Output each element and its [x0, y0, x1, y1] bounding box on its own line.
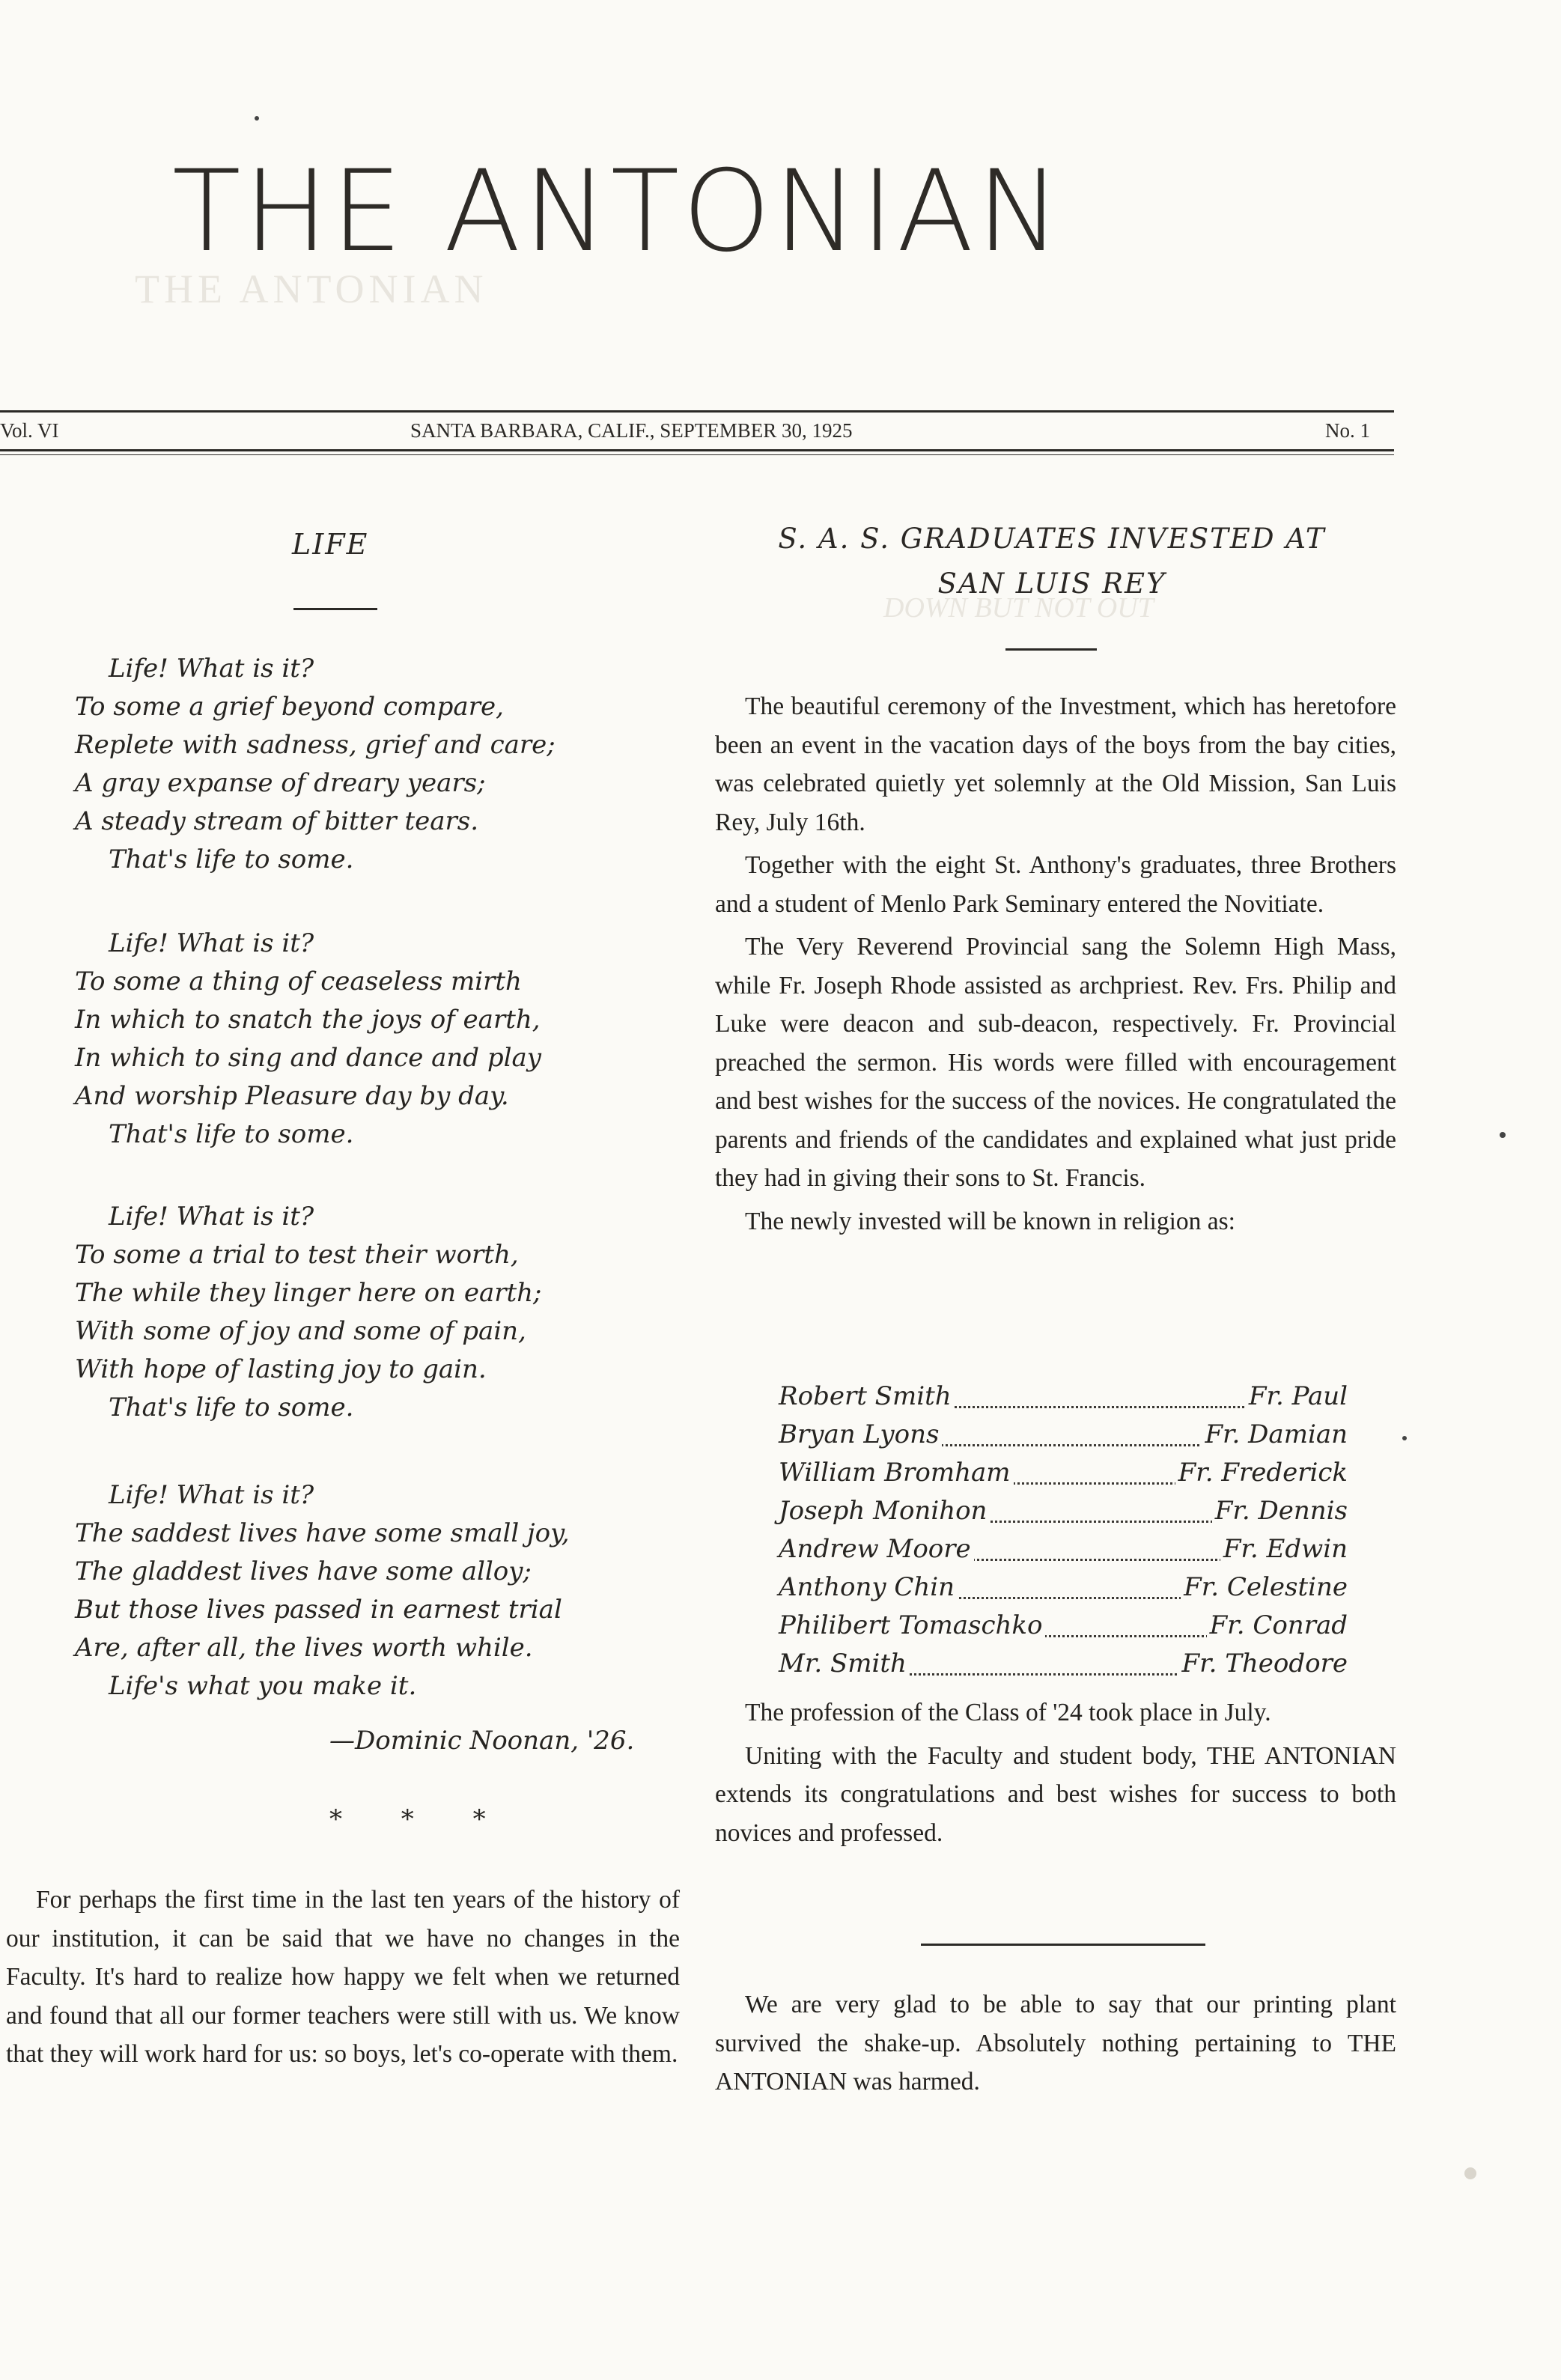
list-item [779, 1649, 1348, 1687]
poem-line: With hope of lasting joy to gain. [75, 1354, 487, 1384]
masthead-rule-top [0, 410, 1394, 413]
volume-label: Vol. VI [0, 419, 59, 442]
poem-line: Life! What is it? [109, 1480, 314, 1510]
article-title-rule [1005, 648, 1097, 651]
poem-line: In which to sing and dance and play [75, 1043, 541, 1073]
lay-name: Andrew Moore [779, 1534, 974, 1564]
poem-line: The while they linger here on earth; [75, 1278, 542, 1308]
list-item [779, 1496, 1348, 1534]
place-date: SANTA BARBARA, CALIF., SEPTEMBER 30, 1925 [410, 419, 853, 442]
poem-line: To some a grief beyond compare, [75, 692, 504, 722]
poem-stanza [75, 1476, 570, 1705]
poem-line: To some a trial to test their worth, [75, 1240, 519, 1270]
article-paragraph: Together with the eight St. Anthony's graduates, three Brothers and a student of Menlo Park Seminary entered the Novitiate. [715, 851, 1396, 918]
investiture-list [779, 1381, 1348, 1687]
poem-line: Life! What is it? [109, 928, 314, 958]
religious-name: Fr. Celestine [1181, 1572, 1348, 1602]
issue-line [0, 419, 1394, 446]
bleed-through-left: THE ANTONIAN [135, 267, 488, 311]
religious-name: Fr. Paul [1246, 1381, 1348, 1411]
religious-name: Fr. Frederick [1175, 1458, 1348, 1488]
bleed-through-right: DOWN BUT NOT OUT [883, 592, 1154, 624]
poem-line: And worship Pleasure day by day. [75, 1081, 509, 1111]
poem-line: That's life to some. [109, 1393, 354, 1422]
lay-name: Robert Smith [779, 1381, 955, 1411]
poem-line: To some a thing of ceaseless mirth [75, 967, 522, 996]
print-speck [1464, 2167, 1476, 2179]
article-paragraph: Uniting with the Faculty and student body, THE ANTONIAN extends its congratulations and best wishes for success to both novices and professed. [715, 1741, 1396, 1847]
list-item [779, 1419, 1348, 1458]
poem-line: Life's what you make it. [109, 1671, 417, 1701]
poem-line: Replete with sadness, grief and care; [75, 730, 556, 760]
print-speck [1402, 1436, 1407, 1440]
printing-note [715, 1985, 1396, 2101]
article-paragraph: The newly invested will be known in religion as: [745, 1207, 1235, 1235]
lay-name: Mr. Smith [779, 1649, 910, 1679]
poem-line: The gladdest lives have some alloy; [75, 1556, 532, 1586]
masthead-title: THE ANTONIAN [172, 147, 1064, 277]
lay-name: Anthony Chin [779, 1572, 958, 1602]
article-closing [715, 1693, 1396, 1857]
poem-line: With some of joy and some of pain, [75, 1316, 526, 1346]
faculty-note [6, 1881, 680, 2074]
poem-line: A steady stream of bitter tears. [75, 806, 479, 836]
lay-name: Philibert Tomaschko [779, 1610, 1045, 1640]
article-title-line1: S. A. S. GRADUATES INVESTED AT [778, 523, 1326, 555]
poem-stanza [75, 1198, 542, 1427]
print-speck [1500, 1132, 1506, 1138]
poem-line: Are, after all, the lives worth while. [75, 1633, 533, 1663]
issue-number: No. 1 [1325, 419, 1370, 442]
poem-stanza [75, 925, 541, 1154]
poem-author: —Dominic Noonan, '26. [329, 1726, 635, 1756]
poem-line: The saddest lives have some small joy, [75, 1518, 570, 1548]
masthead-rule-bottom [0, 449, 1394, 451]
list-item [779, 1381, 1348, 1419]
poem-line: A gray expanse of dreary years; [75, 768, 486, 798]
religious-name: Fr. Conrad [1207, 1610, 1348, 1640]
poem-line: In which to snatch the joys of earth, [75, 1005, 541, 1035]
poem-line: That's life to some. [109, 844, 354, 874]
printing-note-text: We are very glad to be able to say that our printing plant survived the shake-up. Absolutely nothing pertaining to THE ANTONIAN was harmed. [715, 1991, 1396, 2096]
poem-line: That's life to some. [109, 1119, 354, 1149]
article-title-line2: SAN LUIS REY [937, 567, 1166, 600]
lay-name: Bryan Lyons [779, 1419, 942, 1449]
religious-name: Fr. Damian [1202, 1419, 1348, 1449]
masthead-rule-bottom-thin [0, 454, 1394, 455]
poem-line: Life! What is it? [109, 654, 314, 684]
list-item [779, 1572, 1348, 1610]
poem-line: But those lives passed in earnest trial [75, 1595, 562, 1625]
religious-name: Fr. Theodore [1179, 1649, 1348, 1679]
lay-name: Joseph Monihon [779, 1496, 990, 1526]
lay-name: William Bromham [779, 1458, 1014, 1488]
list-item [779, 1610, 1348, 1649]
poem-stanza [75, 650, 556, 879]
faculty-note-text: For perhaps the first time in the last ten years of the history of our institution, it can be said that we have no changes in the Faculty. It's hard to realize how happy we felt when we returned and found that all our former teachers were still with us. We know that they will work hard for us: so boys, let's co-operate with them. [6, 1886, 680, 2068]
article-paragraph: The profession of the Class of '24 took place in July. [745, 1699, 1271, 1726]
religious-name: Fr. Dennis [1212, 1496, 1348, 1526]
article-body [715, 687, 1396, 1245]
article-paragraph: The Very Reverend Provincial sang the Solemn High Mass, while Fr. Joseph Rhode assisted as archpriest. Rev. Frs. Philip and Luke were deacon and sub-deacon, respectively. Fr. Provincial preached the sermon. His words were filled with encouragement and best wishes for the success of the novices. He congratulated the parents and friends of the candidates and explained what just pride they had in giving their sons to St. Francis. [715, 933, 1396, 1192]
print-speck [255, 116, 259, 121]
article-paragraph: The beautiful ceremony of the Investment, which has heretofore been an event in the vacation days of the boys from the bay cities, was celebrated quietly yet solemnly at the Old Mission, San Luis Rey, July 16th. [715, 693, 1396, 836]
section-rule [921, 1944, 1205, 1946]
religious-name: Fr. Edwin [1220, 1534, 1348, 1564]
list-item [779, 1534, 1348, 1572]
poem-title-rule [293, 608, 377, 610]
poem-line: Life! What is it? [109, 1202, 314, 1232]
list-item [779, 1458, 1348, 1496]
poem-title: LIFE [292, 528, 369, 561]
section-separator: * * * [329, 1804, 511, 1834]
